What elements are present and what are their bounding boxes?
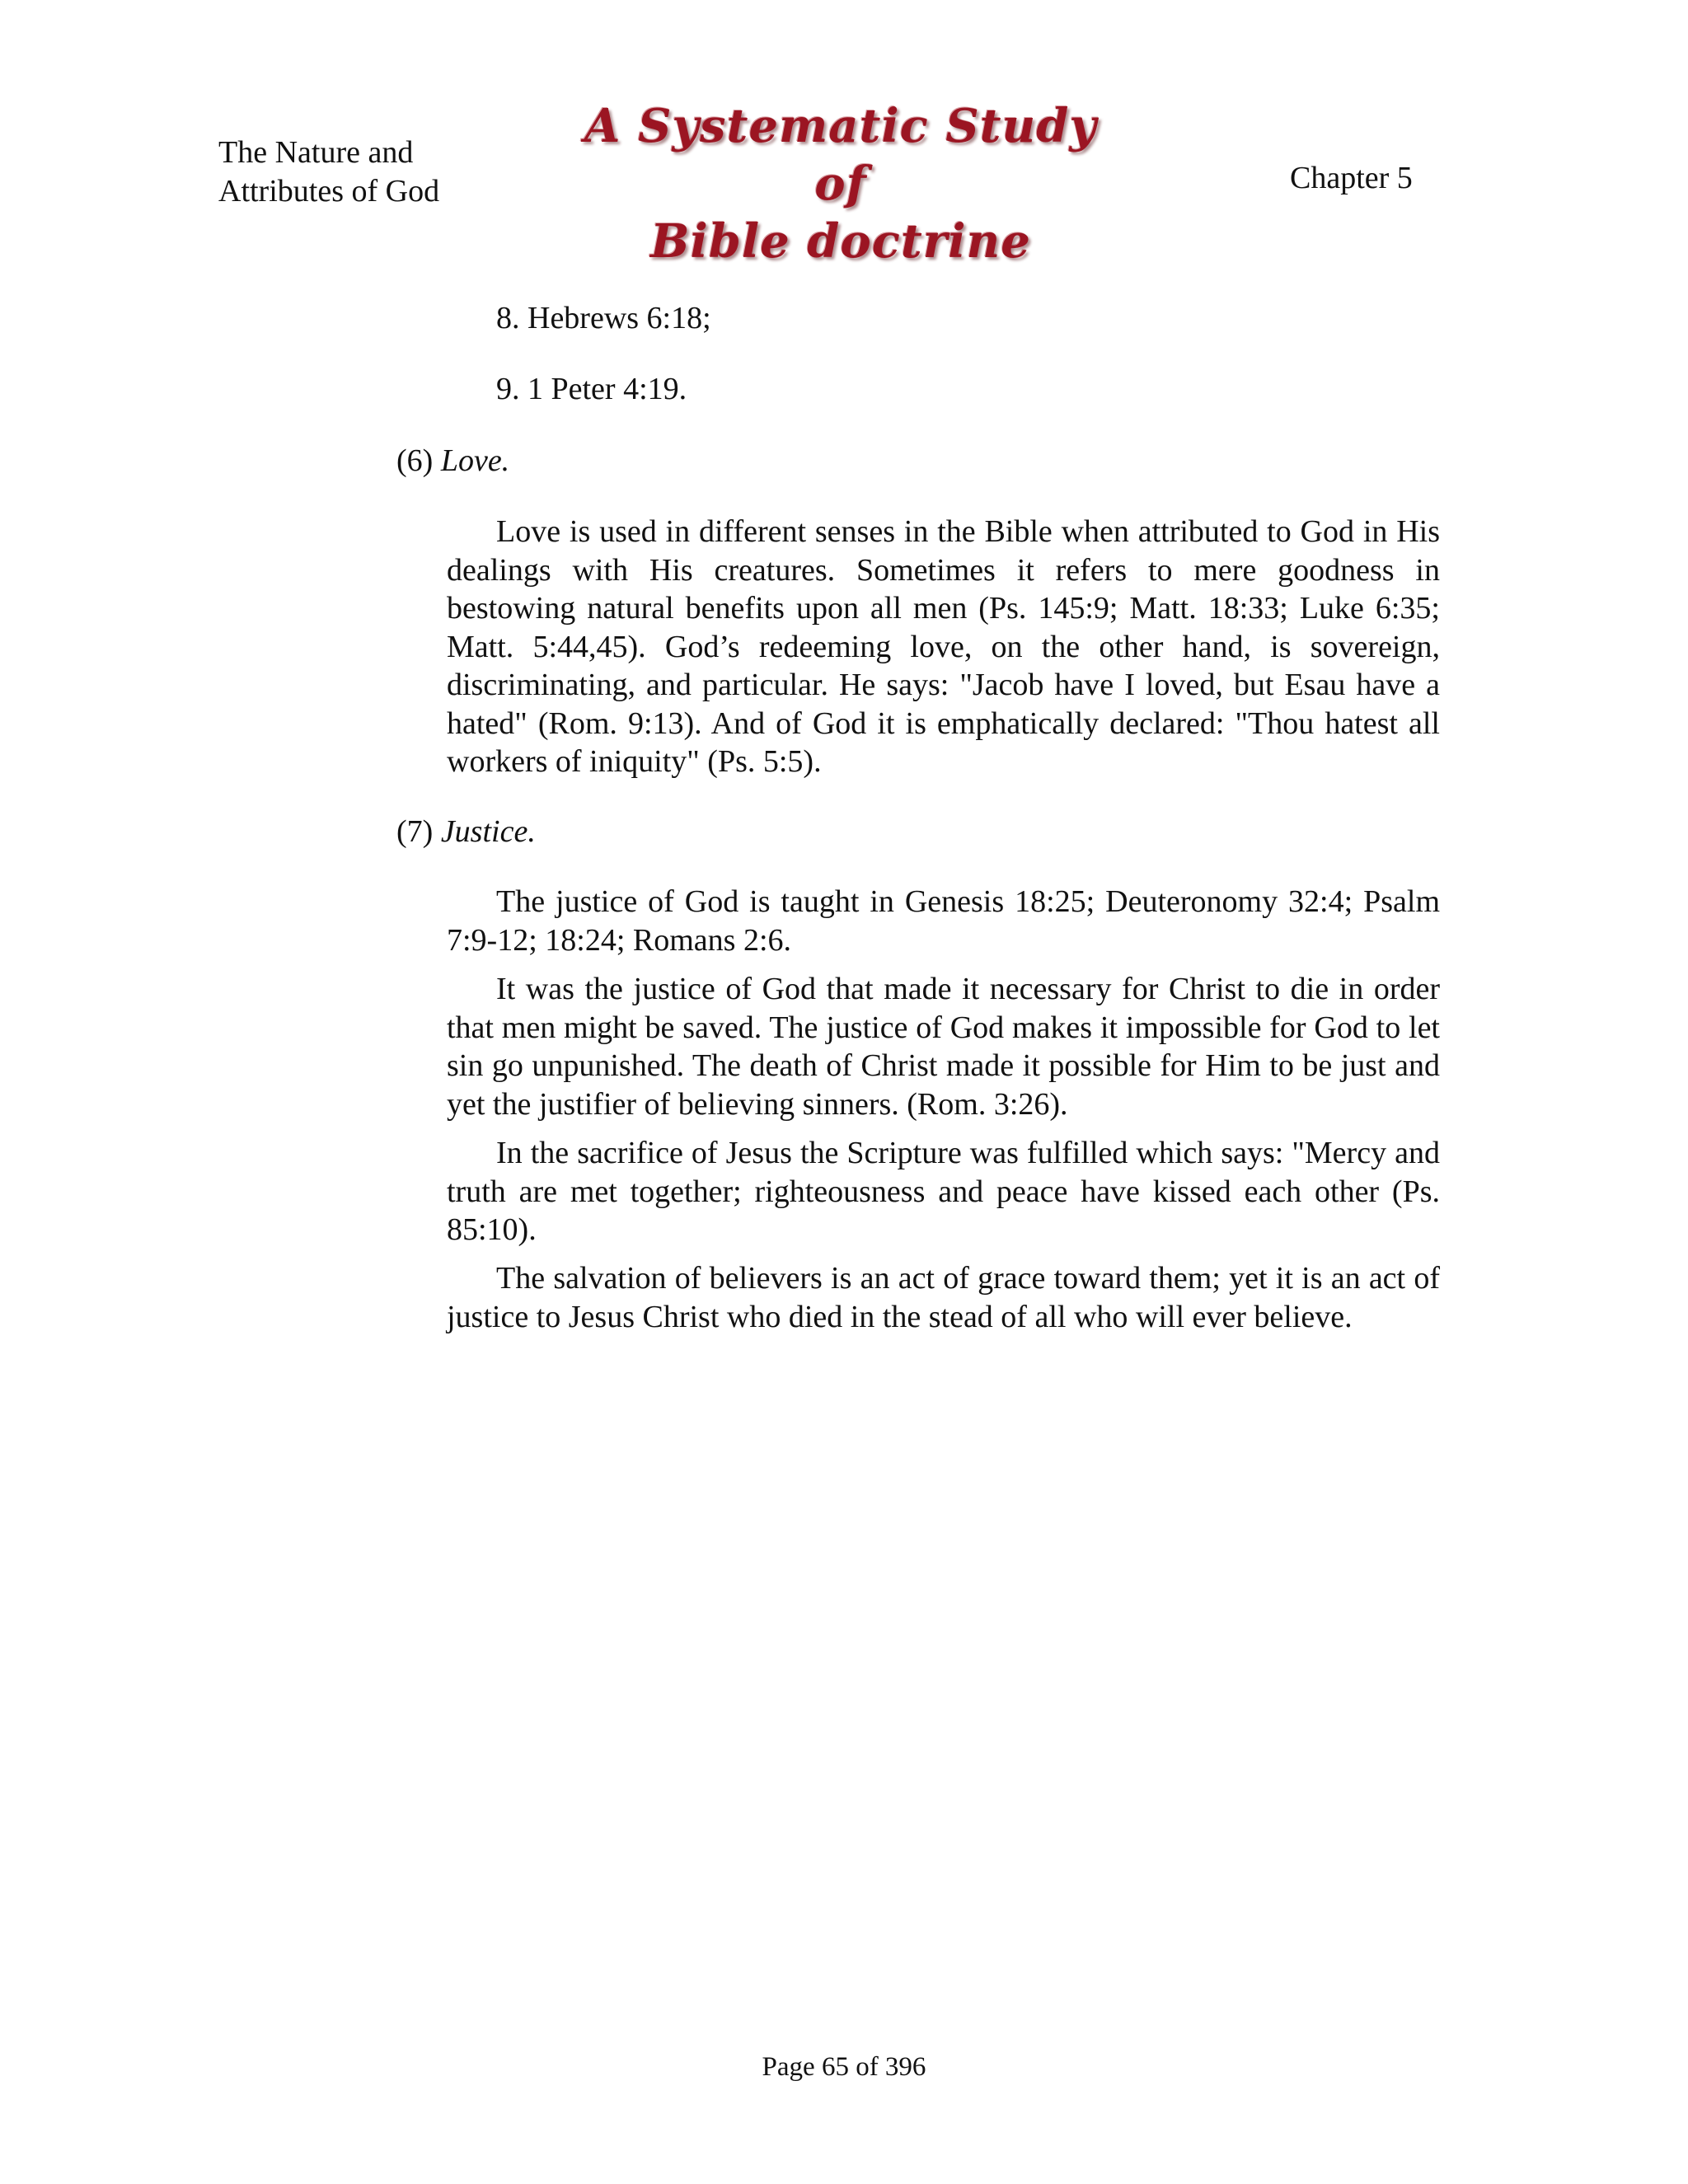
- list-item: 8. Hebrews 6:18;: [496, 301, 711, 335]
- header-title-line2: Attributes of God: [218, 174, 440, 209]
- section-heading-justice: [396, 813, 536, 851]
- section-number: (7): [396, 814, 434, 849]
- paragraph-justice-1: The justice of God is taught in Genesis 18:25; Deuteronomy 32:4; Psalm 7:9-12; 18:24; Romans 2:6.: [447, 884, 1440, 958]
- header-title-line1: The Nature and: [218, 135, 414, 170]
- paragraph-justice-2: It was the justice of God that made it necessary for Christ to die in order that men might be saved. The justice of God makes it impossible for God to let sin go unpunished. The death of Christ made it possible for Him to be just and yet the justifier of believing sinners. (Rom. 3:26).: [447, 972, 1440, 1122]
- page-number: Page 65 of 396: [762, 2052, 926, 2082]
- section-number: (6): [396, 443, 434, 478]
- book-title-logo: [560, 97, 1121, 270]
- paragraph-justice-3: In the sacrifice of Jesus the Scripture was fulfilled which says: "Mercy and truth are met together; righteousness and peace have kissed each other (Ps. 85:10).: [447, 1136, 1440, 1247]
- section-heading-love: [396, 442, 509, 480]
- paragraph-justice-4: The salvation of believers is an act of grace toward them; yet it is an act of justice to Jesus Christ who died in the stead of all who will ever believe.: [447, 1261, 1440, 1334]
- running-header-title: [218, 134, 490, 211]
- section-title: Justice.: [440, 814, 536, 849]
- paragraph-love: Love is used in different senses in the Bible when attributed to God in His dealings with His creatures. Sometimes it refers to mere goodness in bestowing natural benefits upon all men (Ps. 145:9; Matt. 18:33; Luke 6:35; Matt. 5:44,45). God’s redeeming love, on the other hand, is sovereign, discriminating, and particular. He says: "Jacob have I loved, but Esau have a hated" (Rom. 9:13). And of God it is emphatically declared: "Thou hatest all workers of iniquity" (Ps. 5:5).: [447, 514, 1440, 779]
- list-item: 9. 1 Peter 4:19.: [496, 372, 687, 406]
- section-title: Love.: [440, 443, 510, 478]
- logo-line1: A Systematic Study of: [584, 99, 1097, 211]
- chapter-label: Chapter 5: [1290, 161, 1413, 195]
- logo-line2: Bible doctrine: [650, 214, 1031, 269]
